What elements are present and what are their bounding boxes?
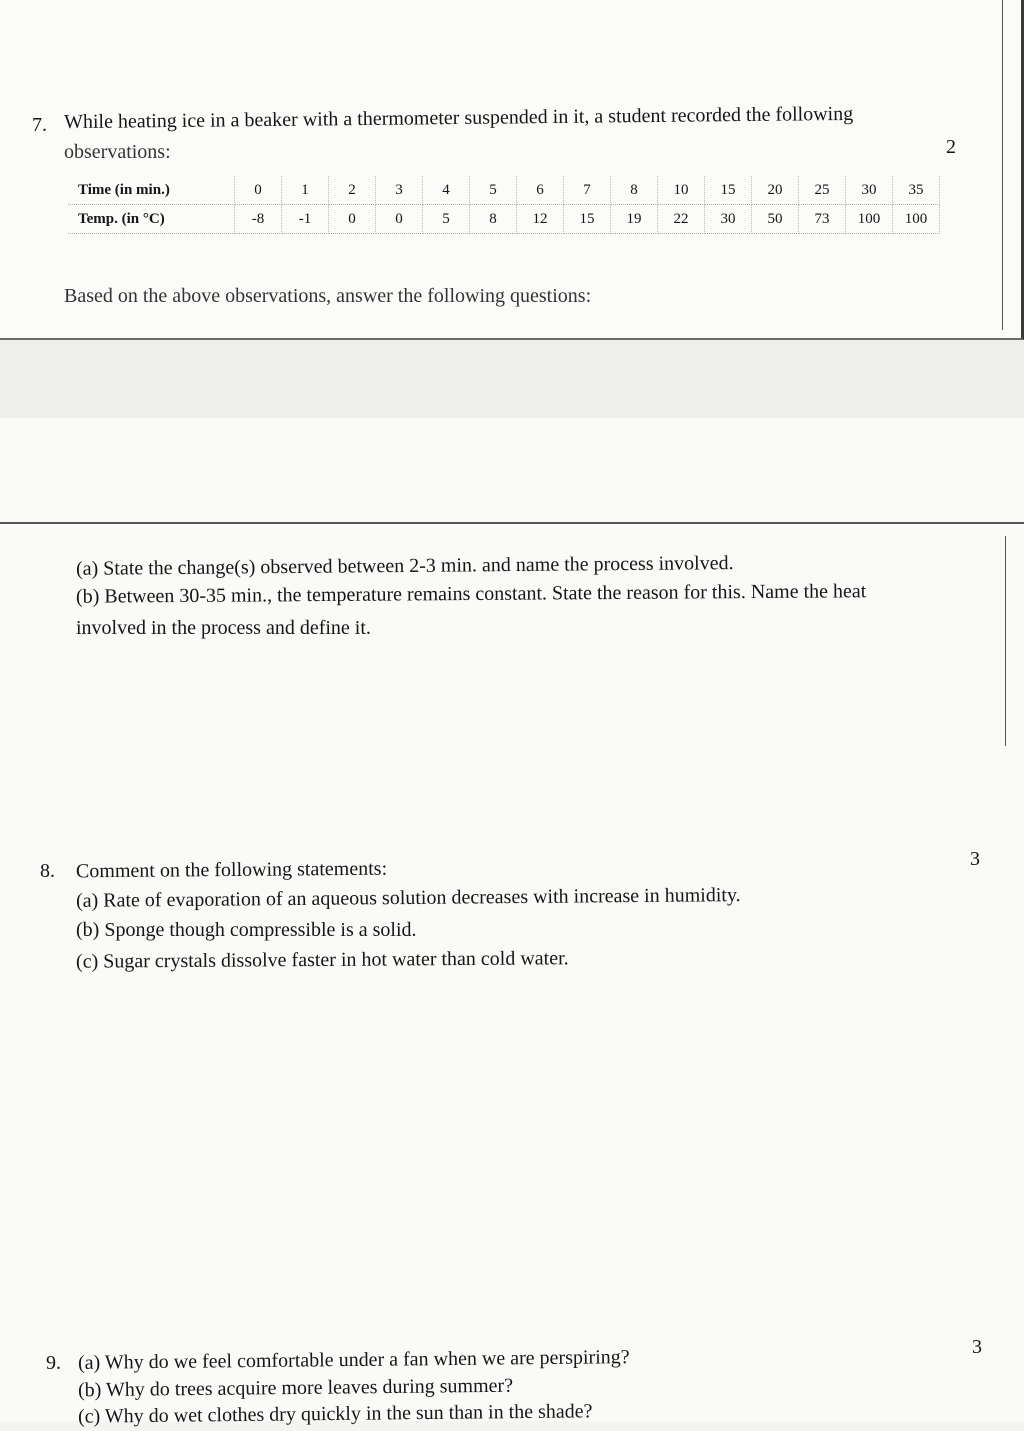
- observation-table: [68, 176, 940, 234]
- time-cell: 8: [611, 176, 658, 205]
- temp-row: [68, 205, 940, 234]
- q8-number: 8.: [40, 860, 55, 882]
- time-cell: 1: [282, 176, 329, 205]
- q7-marks: 2: [946, 136, 956, 158]
- temp-cell: 30: [705, 205, 752, 234]
- time-cell: 7: [564, 176, 611, 205]
- q7-part-b-line1: (b) Between 30-35 min., the temperature remains constant. State the reason for this. Name the heat: [75, 580, 867, 608]
- temp-cell: -8: [235, 205, 282, 234]
- q8-intro: Comment on the following statements:: [75, 857, 388, 883]
- time-cell: 6: [517, 176, 564, 205]
- page-gap: [0, 340, 1024, 418]
- time-header: Time (in min.): [68, 176, 235, 205]
- temp-cell: -1: [282, 205, 329, 234]
- q9-item-c: (c) Why do wet clothes dry quickly in the sun than in the shade?: [77, 1400, 593, 1428]
- temp-cell: 0: [329, 205, 376, 234]
- time-cell: 2: [329, 176, 376, 205]
- temp-cell: 100: [893, 205, 940, 234]
- q9-marks: 3: [972, 1336, 982, 1358]
- temp-cell: 22: [658, 205, 705, 234]
- time-cell: 20: [752, 176, 799, 205]
- time-cell: 3: [376, 176, 423, 205]
- temp-cell: 0: [376, 205, 423, 234]
- temp-cell: 19: [611, 205, 658, 234]
- q8-item-a: (a) Rate of evaporation of an aqueous solution decreases with increase in humidity.: [75, 884, 741, 912]
- q7-intro-line2: observations:: [64, 141, 171, 163]
- time-cell: 4: [423, 176, 470, 205]
- temp-cell: 15: [564, 205, 611, 234]
- q9-number: 9.: [46, 1352, 61, 1374]
- q7-followup: Based on the above observations, answer the following questions:: [64, 285, 592, 307]
- q8-item-c: (c) Sugar crystals dissolve faster in hot water than cold water.: [75, 947, 569, 973]
- temp-cell: 73: [799, 205, 846, 234]
- q7-number: 7.: [32, 114, 47, 136]
- q8-item-b: (b) Sponge though compressible is a solid.: [76, 919, 417, 941]
- time-row: [68, 176, 940, 205]
- temp-cell: 100: [846, 205, 893, 234]
- time-cell: 0: [235, 176, 282, 205]
- time-cell: 25: [799, 176, 846, 205]
- temp-cell: 50: [752, 205, 799, 234]
- temp-cell: 5: [423, 205, 470, 234]
- q7-part-b-line2: involved in the process and define it.: [76, 617, 371, 639]
- time-cell: 30: [846, 176, 893, 205]
- time-cell: 5: [470, 176, 517, 205]
- temp-header: Temp. (in °C): [68, 205, 235, 234]
- temp-cell: 8: [470, 205, 517, 234]
- time-cell: 15: [705, 176, 752, 205]
- temp-cell: 12: [517, 205, 564, 234]
- q7-part-a: (a) State the change(s) observed between 2-3 min. and name the process involved.: [75, 552, 734, 580]
- q9-item-a: (a) Why do we feel comfortable under a fan when we are perspiring?: [77, 1346, 630, 1374]
- q7-intro-line1: While heating ice in a beaker with a thermometer suspended in it, a student recorded the following: [63, 102, 854, 134]
- q9-item-b: (b) Why do trees acquire more leaves during summer?: [77, 1374, 514, 1402]
- time-cell: 10: [658, 176, 705, 205]
- q8-marks: 3: [970, 848, 980, 870]
- time-cell: 35: [893, 176, 940, 205]
